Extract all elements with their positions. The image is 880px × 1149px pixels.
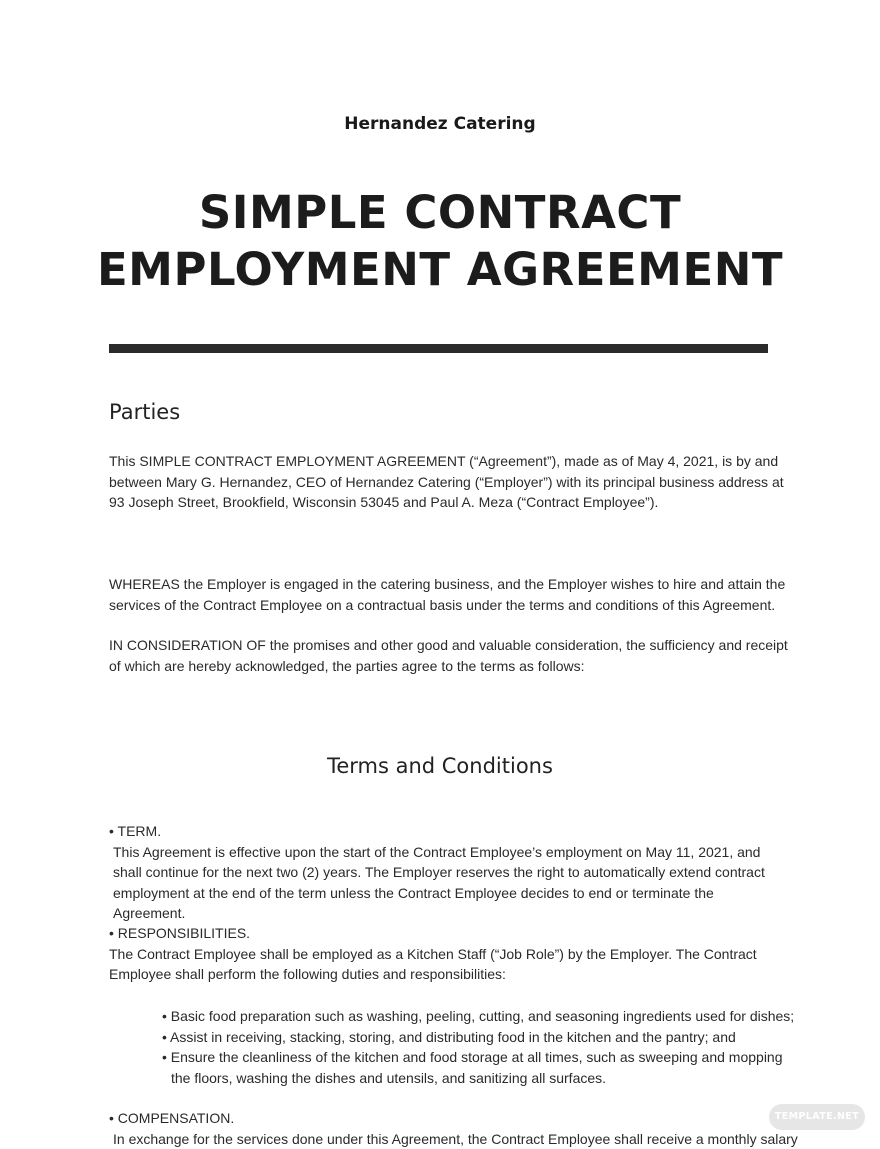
responsibilities-label: • RESPONSIBILITIES. <box>109 925 251 941</box>
term-section <box>109 821 789 924</box>
duty-item: • Assist in receiving, stacking, storing, and distributing food in the kitchen and the pantry; and <box>162 1028 736 1045</box>
duties-list <box>162 1006 802 1088</box>
consideration-paragraph: IN CONSIDERATION OF the promises and other good and valuable consideration, the sufficiency and receipt of which are hereby acknowledged, the parties agree to the terms as follows: <box>109 637 788 674</box>
title-line-2: EMPLOYMENT AGREEMENT <box>96 243 784 296</box>
terms-heading: Terms and Conditions <box>327 754 553 778</box>
parties-heading: Parties <box>109 400 181 424</box>
term-label: • TERM. <box>109 823 162 839</box>
compensation-text: In exchange for the services done under this Agreement, the Contract Employee shall receive a monthly salary <box>113 1130 798 1147</box>
template-watermark: TEMPLATE.NET <box>769 1104 865 1130</box>
compensation-label: • COMPENSATION. <box>109 1110 235 1126</box>
whereas-paragraph: WHEREAS the Employer is engaged in the catering business, and the Employer wishes to hire and attain the services of the Contract Employee on a contractual basis under the terms and conditions of this Agreement. <box>109 576 786 613</box>
compensation-section <box>109 1108 798 1149</box>
parties-intro-paragraph: This SIMPLE CONTRACT EMPLOYMENT AGREEMENT (“Agreement”), made as of May 4, 2021, is by and between Mary G. Hernandez, CEO of Hernandez Catering (“Employer”) with its principal business address at 93 Joseph Street, Brookfield, Wisconsin 53045 and Paul A. Meza (“Contract Employee”). <box>109 453 784 511</box>
duty-item: • Basic food preparation such as washing, peeling, cutting, and seasoning ingredients used for dishes; <box>162 1008 795 1024</box>
document-title <box>0 184 880 298</box>
term-text: This Agreement is effective upon the start of the Contract Employee’s employment on May 11, 2021, and shall continue for the next two (2) years. The Employer reserves the right to automatically extend contract employment at the end of the term unless the Contract Employee decides to end or terminate the Agreement. <box>113 843 765 922</box>
title-divider <box>109 344 768 353</box>
company-name: Hernandez Catering <box>344 114 536 134</box>
responsibilities-text: The Contract Employee shall be employed as a Kitchen Staff (“Job Role”) by the Employer. The Contract Employee shall perform the following duties and responsibilities: <box>109 945 757 983</box>
duty-item: • Ensure the cleanliness of the kitchen and food storage at all times, such as sweeping and mopping the floors, washing the dishes and utensils, and sanitizing all surfaces. <box>162 1049 783 1086</box>
responsibilities-section <box>109 923 789 985</box>
title-line-1: SIMPLE CONTRACT <box>198 186 682 239</box>
